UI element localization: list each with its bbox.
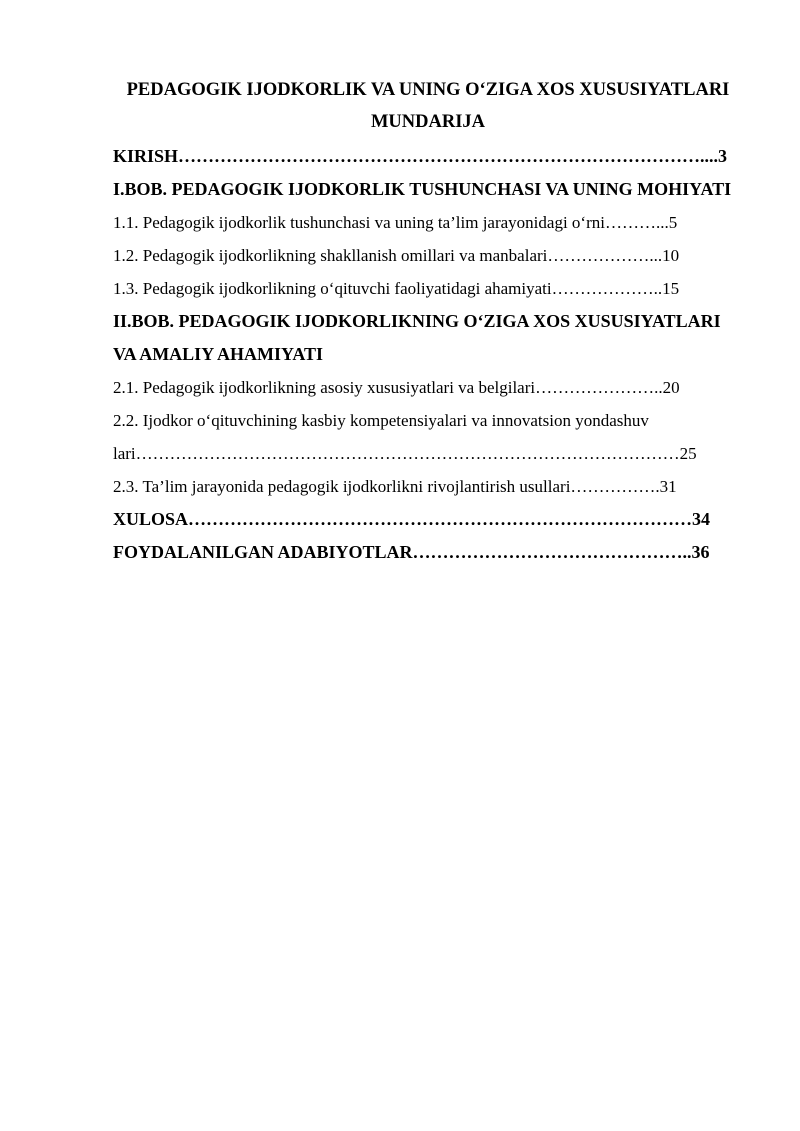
toc-entry-2-2 bbox=[113, 404, 743, 470]
toc-entry-adabiyotlar: FOYDALANILGAN ADABIYOTLAR………………………………………..36 bbox=[113, 542, 710, 562]
toc-entry-2-3: 2.3. Ta’lim jarayonida pedagogik ijodkorlikni rivojlantirish usullari…………….31 bbox=[113, 477, 677, 496]
toc-entry-1-3: 1.3. Pedagogik ijodkorlikning o‘qituvchi faoliyatidagi ahamiyati………………..15 bbox=[113, 279, 680, 298]
document-page bbox=[113, 74, 743, 569]
toc-entry-xulosa: XULOSA…………………………………………………………………………34 bbox=[113, 509, 711, 529]
toc-entry-1-1: 1.1. Pedagogik ijodkorlik tushunchasi va uning ta’lim jarayonidagi o‘rni………...5 bbox=[113, 213, 678, 232]
toc-heading: MUNDARIJA bbox=[370, 112, 486, 132]
toc-entry-1-2: 1.2. Pedagogik ijodkorlikning shakllanish omillari va manbalari………………...10 bbox=[113, 246, 680, 265]
toc-entry-2-2-line-2: lari……………………………………………………………………………………25 bbox=[113, 444, 697, 463]
toc-chapter-1-heading: I.BOB. PEDAGOGIK IJODKORLIK TUSHUNCHASI VA UNING MOHIYATI bbox=[113, 179, 732, 199]
toc-chapter-2-heading: II.BOB. PEDAGOGIK IJODKORLIKNING O‘ZIGA XOS XUSUSIYATLARI VA AMALIY AHAMIYATI bbox=[113, 311, 721, 364]
toc-entry-2-1: 2.1. Pedagogik ijodkorlikning asosiy xususiyatlari va belgilari…………………..20 bbox=[113, 378, 680, 397]
toc-entry-2-2-line-1: 2.2. Ijodkor o‘qituvchining kasbiy kompetensiyalari va innovatsion yondashuv bbox=[113, 411, 649, 430]
toc-entry-kirish: KIRISH……………………………………………………………………………....3 bbox=[113, 146, 728, 166]
document-title: PEDAGOGIK IJODKORLIK VA UNING O‘ZIGA XOS XUSUSIYATLARI bbox=[126, 80, 730, 100]
